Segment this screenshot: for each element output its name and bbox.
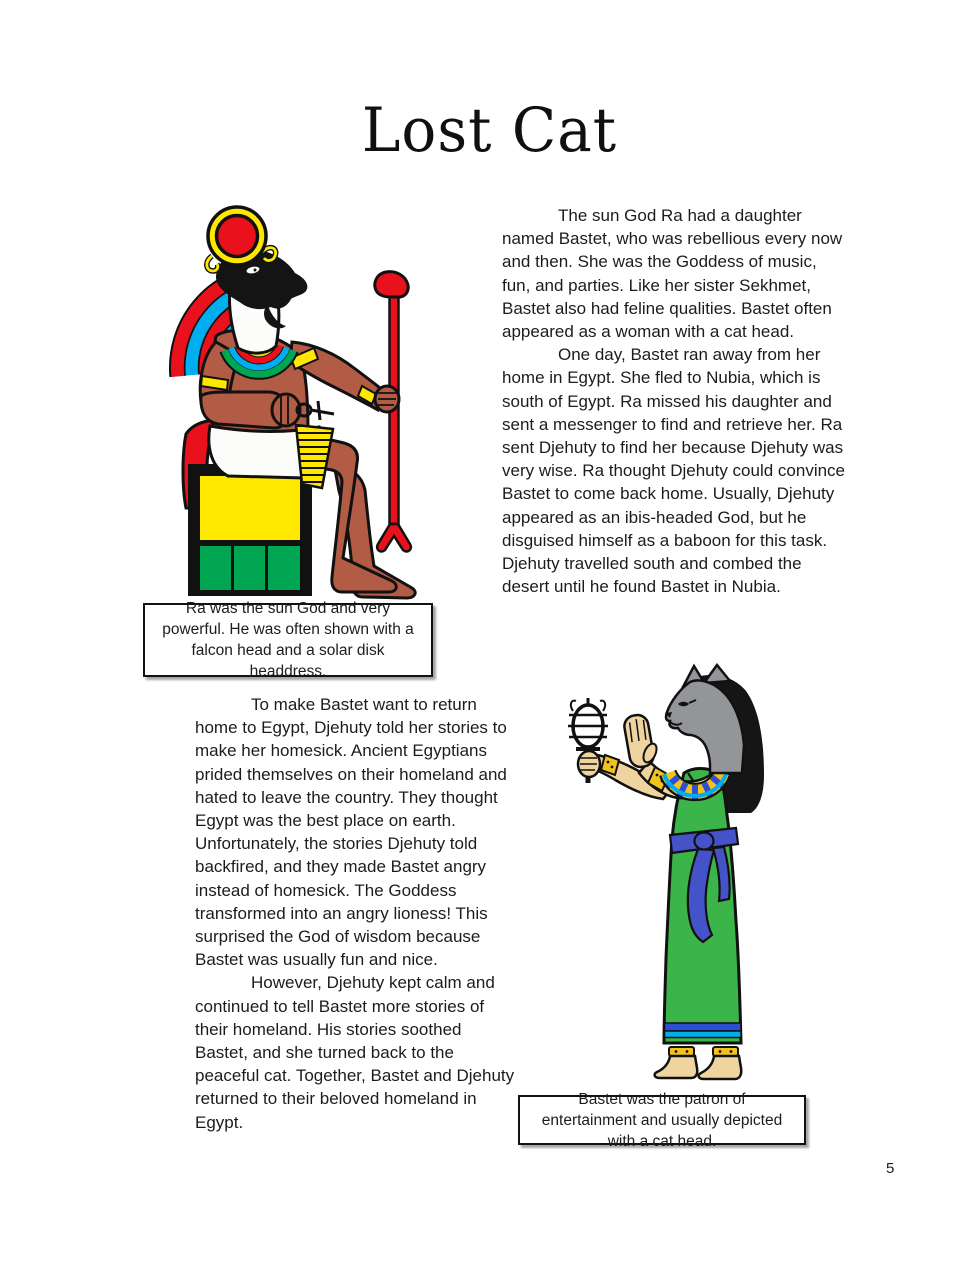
bastet-caption-box [518, 1090, 806, 1150]
story-column-left [195, 693, 518, 1134]
ra-kilt-flap [296, 425, 333, 488]
dress-hem-stripes [665, 1023, 742, 1038]
bastet-feet [655, 1047, 742, 1079]
story-paragraph-1: The sun God Ra had a daughter named Bastet, who was rebellious every now and then. She was the Goddess of music, fun, and parties. Like her sister Sekhmet, Bastet also had feline qualities. Bastet often appeared as a woman with a cat head. [502, 206, 843, 342]
throne [188, 464, 312, 596]
ra-caption-text: Ra was the sun God and very powerful. He was often shown with a falcon head and a solar disk headdress. [162, 600, 414, 680]
bastet-illustration [543, 663, 803, 1088]
bastet-caption-text: Bastet was the patron of entertainment and usually depicted with a cat head. [541, 1090, 783, 1150]
story-paragraph-2: One day, Bastet ran away from her home in Egypt. She fled to Nubia, which is south of Egypt. Ra missed his daughter and sent a messenger to find and retrieve her. Ra sent Djehuty to find her because Djehuty was very wise. Ra thought Djehuty could convince Bastet to come back home. Usually, Djehuty appeared as an ibis-headed God, but he disguised himself as a baboon for this task. Djehuty travelled south and combed the desert until he found Bastet in Nubia. [502, 345, 846, 597]
story-paragraph-4: However, Djehuty kept calm and continued to tell Bastet more stories of their homeland. His stories soothed Bastet, and she turned back to the peaceful cat. Together, Bastet and Djehuty returned to their beloved homeland in Egypt. [195, 973, 515, 1132]
ra-caption-box [143, 600, 433, 680]
story-paragraph-3: To make Bastet want to return home to Egypt, Djehuty told her stories to make her homesick. Ancient Egyptians prided themselves on their homeland and hated to leave the country. They thought Egypt was the best place on earth. Unfortunately, the stories Djehuty told backfired, and they made Bastet angry instead of homesick. The Goddess transformed into an angry lioness! This surprised the God of wisdom because Bastet was usually fun and nice. [195, 695, 507, 970]
page-number: 5 [886, 1160, 895, 1177]
story-column-right [502, 204, 848, 598]
sun-disk [207, 207, 276, 271]
ra-illustration [156, 196, 441, 604]
page-title: Lost Cat [361, 94, 618, 166]
